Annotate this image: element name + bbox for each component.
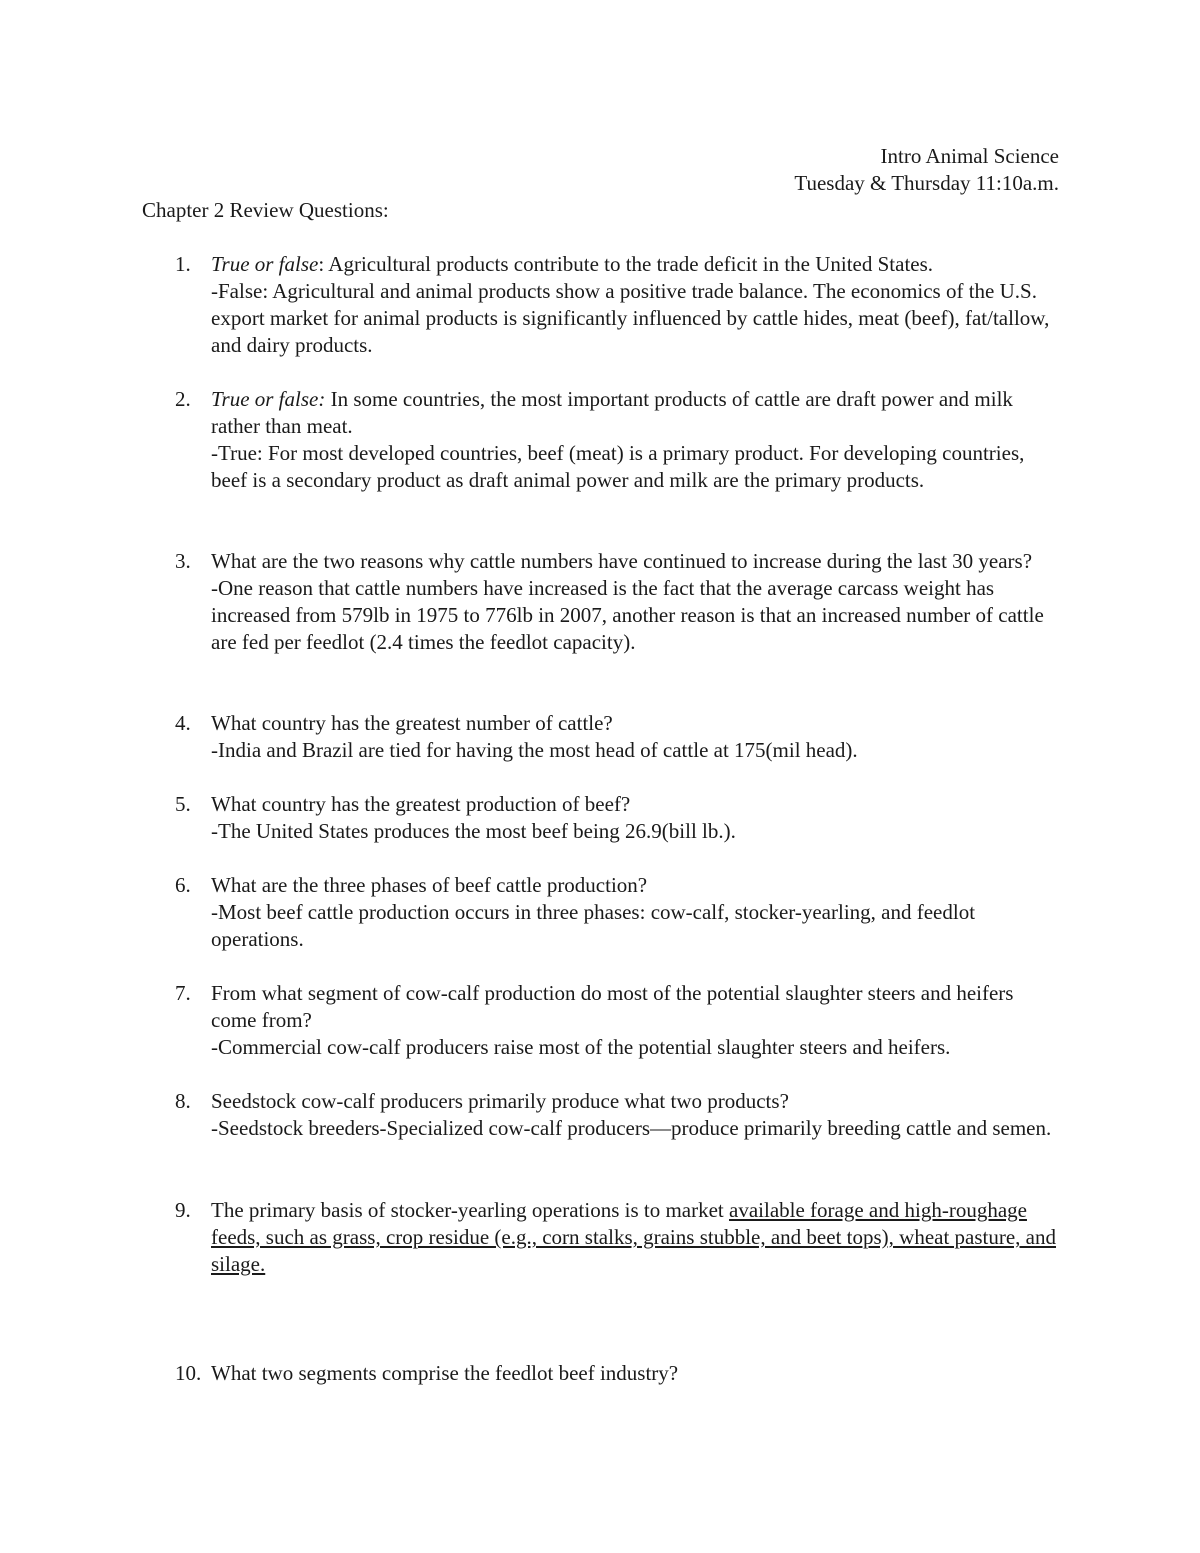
question-text: Seedstock cow-calf producers primarily produce what two products? [211,1089,789,1113]
question-text: What are the two reasons why cattle numbers have continued to increase during the last 30 years? [211,549,1033,573]
question-text: From what segment of cow-calf production do most of the potential slaughter steers and heifers come from? [211,981,1014,1032]
question-item-5 [175,791,1060,845]
course-name: Intro Animal Science [880,144,1059,168]
question-number: 7. [175,981,191,1005]
answer-text: -Seedstock breeders-Specialized cow-calf producers—produce primarily breeding cattle and semen. [211,1116,1052,1140]
question-text: What two segments comprise the feedlot beef industry? [211,1361,679,1385]
answer-text: -India and Brazil are tied for having the most head of cattle at 175(mil head). [211,738,858,762]
question-item-10 [175,1360,1060,1387]
question-item-6 [175,872,1060,953]
question-number: 8. [175,1089,191,1113]
question-item-2 [175,386,1060,494]
question-number: 9. [175,1198,191,1222]
question-number: 3. [175,549,191,573]
answer-text: -False: Agricultural and animal products show a positive trade balance. The economics of the U.S. export market for animal products is significantly influenced by cattle hides, meat (beef), fat/tallow, and dairy products. [211,279,1050,357]
question-text: What are the three phases of beef cattle production? [211,873,648,897]
question-text: What country has the greatest number of cattle? [211,711,613,735]
prefix-separator: : [318,252,325,276]
underlined-answer-text: available forage and high-roughage feeds, such as grass, crop residue (e.g., corn stalks, grains stubble, and beet tops), wheat pasture, and silage. [211,1198,1057,1276]
true-false-prefix: True or false [211,252,319,276]
chapter-title: Chapter 2 Review Questions: [142,198,389,222]
document-header [794,143,1059,197]
question-number: 1. [175,252,191,276]
question-text: In some countries, the most important products of cattle are draft power and milk rather than meat. [211,387,1013,438]
answer-text: -One reason that cattle numbers have increased is the fact that the average carcass weight has increased from 579lb in 1975 to 776lb in 2007, another reason is that an increased number of cattle are fed per feedlot (2.4 times the feedlot capacity). [211,576,1044,654]
answer-text: -The United States produces the most beef being 26.9(bill lb.). [211,819,736,843]
question-item-4 [175,710,1060,764]
question-number: 2. [175,387,191,411]
question-number: 5. [175,792,191,816]
question-item-7 [175,980,1060,1061]
question-text: What country has the greatest production of beef? [211,792,631,816]
answer-text: -True: For most developed countries, beef (meat) is a primary product. For developing countries, beef is a secondary product as draft animal power and milk are the primary products. [211,441,1025,492]
answer-text: -Commercial cow-calf producers raise most of the potential slaughter steers and heifers. [211,1035,951,1059]
question-item-9 [175,1197,1060,1278]
question-item-8 [175,1088,1060,1142]
question-item-1 [175,251,1060,359]
question-number: 10. [175,1361,202,1385]
question-number: 4. [175,711,191,735]
true-false-prefix: True or false: [211,387,326,411]
question-text: The primary basis of stocker-yearling operations is to market [211,1198,730,1222]
class-schedule: Tuesday & Thursday 11:10a.m. [794,171,1059,195]
question-number: 6. [175,873,191,897]
question-item-3 [175,548,1060,656]
answer-text: -Most beef cattle production occurs in three phases: cow-calf, stocker-yearling, and feedlot operations. [211,900,976,951]
question-text: Agricultural products contribute to the trade deficit in the United States. [324,252,934,276]
